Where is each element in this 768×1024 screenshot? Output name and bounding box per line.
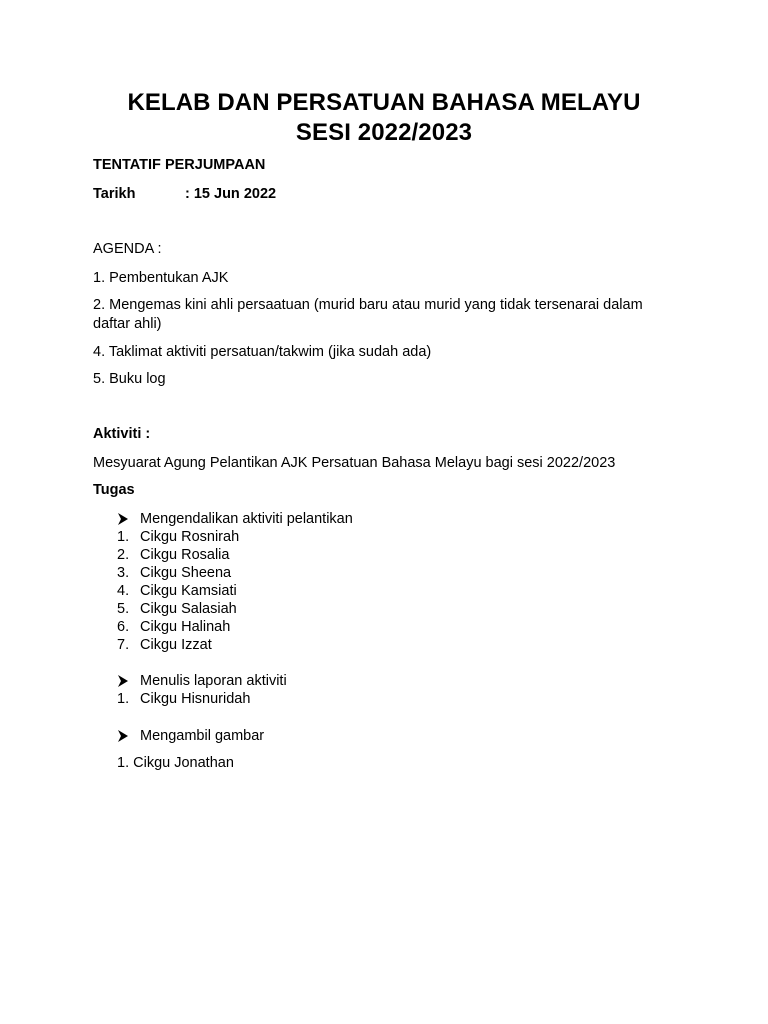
arrow-bullet-icon [118, 730, 128, 742]
agenda-heading: AGENDA : [93, 241, 162, 257]
task-group-title-text: Mengambil gambar [140, 728, 265, 744]
document-title-line-1: KELAB DAN PERSATUAN BAHASA MELAYU [127, 89, 641, 116]
task-group-title-text: Mengendalikan aktiviti pelantikan [140, 511, 353, 527]
meeting-heading: TENTATIF PERJUMPAAN [93, 157, 266, 173]
member-number: 2. [117, 547, 130, 563]
member-name: Cikgu Izzat [140, 637, 212, 653]
member-text: 1. Cikgu Jonathan [117, 755, 234, 771]
member-number: 1. [117, 691, 130, 707]
member-item [117, 754, 234, 772]
arrow-bullet-icon [118, 675, 128, 687]
agenda-item: 1. Pembentukan AJK [93, 270, 229, 286]
member-number: 4. [117, 583, 130, 599]
activity-description: Mesyuarat Agung Pelantikan AJK Persatuan Bahasa Melayu bagi sesi 2022/2023 [93, 455, 616, 471]
member-name: Cikgu Halinah [140, 619, 231, 635]
tasks-heading: Tugas [93, 482, 135, 498]
date-label: Tarikh [93, 186, 136, 202]
agenda-item: 4. Taklimat aktiviti persatuan/takwim (jika sudah ada) [93, 344, 432, 360]
member-name: Cikgu Rosnirah [140, 529, 240, 545]
agenda-item: 5. Buku log [93, 371, 166, 387]
member-name: Cikgu Sheena [140, 565, 232, 581]
document-title-line-2: SESI 2022/2023 [295, 119, 473, 146]
member-number: 1. [117, 529, 130, 545]
date-value: : 15 Jun 2022 [185, 186, 277, 202]
member-number: 5. [117, 601, 130, 617]
member-number: 6. [117, 619, 130, 635]
member-name: Cikgu Rosalia [140, 547, 230, 563]
member-name: Cikgu Kamsiati [140, 583, 237, 599]
member-number: 7. [117, 637, 130, 653]
activity-heading: Aktiviti : [93, 426, 151, 442]
member-name: Cikgu Salasiah [140, 601, 237, 617]
member-name: Cikgu Hisnuridah [140, 691, 251, 707]
arrow-bullet-icon [118, 513, 128, 525]
agenda-item: 2. Mengemas kini ahli persaatuan (murid baru atau murid yang tidak tersenarai dalam daftar ahli) [93, 297, 643, 332]
task-group-title-text: Menulis laporan aktiviti [140, 673, 287, 689]
member-number: 3. [117, 565, 130, 581]
